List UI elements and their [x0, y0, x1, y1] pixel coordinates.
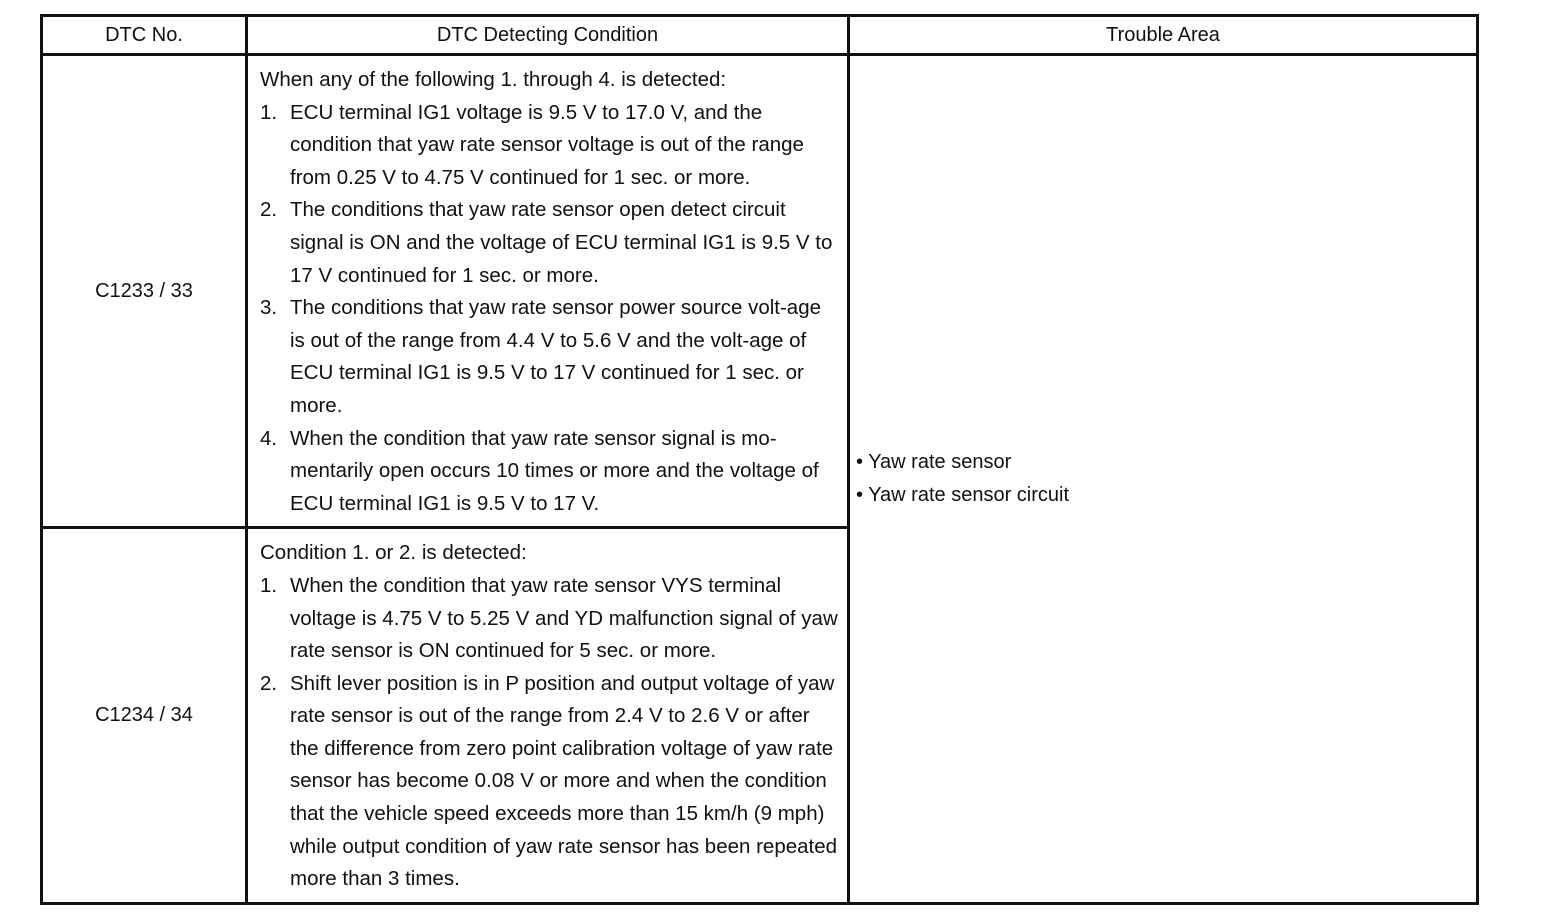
trouble-area-item: • Yaw rate sensor	[856, 450, 1012, 473]
table-row	[42, 55, 1478, 528]
condition-number: 2.	[260, 198, 278, 222]
condition-intro: Condition 1. or 2. is detected:	[260, 541, 527, 565]
condition-text: Shift lever position is in P position and output voltage of yaw rate sensor is out of the range from 2.4 V to 2.6 V or after the difference from zero point calibration voltage of yaw rate sensor has become 0.08 V or more and when the condition that the vehicle speed exceeds more than 15 km/h (9 mph) while output condition of yaw rate sensor has been repeated more than 3 times.	[290, 671, 838, 891]
condition-number: 4.	[260, 426, 278, 450]
condition-item	[260, 668, 839, 896]
condition-text: ECU terminal IG1 voltage is 9.5 V to 17.0 V, and the condition that yaw rate sensor voltage is out of the range from 0.25 V to 4.75 V continued for 1 sec. or more.	[290, 100, 804, 189]
condition-text: When the condition that yaw rate sensor VYS terminal voltage is 4.75 V to 5.25 V and YD malfunction signal of yaw rate sensor is ON continued for 5 sec. or more.	[290, 573, 838, 663]
condition-item	[260, 194, 839, 292]
condition-intro: When any of the following 1. through 4. is detected:	[260, 68, 727, 91]
condition-text: The conditions that yaw rate sensor open detect circuit signal is ON and the voltage of ECU terminal IG1 is 9.5 V to 17 V continued for 1 sec. or more.	[290, 198, 833, 287]
condition-list	[260, 97, 839, 521]
dtc-code: C1233 / 33	[42, 55, 247, 528]
condition-item	[260, 97, 839, 195]
trouble-area-list	[856, 446, 1476, 512]
condition-number: 2.	[260, 671, 278, 695]
trouble-area-item: • Yaw rate sensor circuit	[856, 483, 1070, 506]
condition-list	[260, 570, 839, 896]
detecting-condition-cell	[247, 528, 849, 904]
condition-item	[260, 423, 839, 521]
header-detecting-condition: DTC Detecting Condition	[247, 16, 849, 55]
header-row	[42, 16, 1478, 55]
header-dtc-no: DTC No.	[42, 16, 247, 55]
condition-item	[260, 292, 839, 422]
trouble-area-cell	[849, 55, 1478, 904]
condition-number: 3.	[260, 296, 278, 320]
dtc-code: C1234 / 34	[42, 528, 247, 904]
header-trouble-area: Trouble Area	[849, 16, 1478, 55]
condition-number: 1.	[260, 573, 278, 597]
dtc-table	[40, 14, 1479, 905]
condition-number: 1.	[260, 100, 278, 124]
condition-item	[260, 570, 839, 668]
condition-text: When the condition that yaw rate sensor signal is mo-mentarily open occurs 10 times or more and the voltage of ECU terminal IG1 is 9.5 V to 17 V.	[290, 426, 819, 515]
detecting-condition-cell	[247, 55, 849, 528]
condition-text: The conditions that yaw rate sensor power source volt-age is out of the range from 4.4 V to 5.6 V and the volt-age of ECU terminal IG1 is 9.5 V to 17 V continued for 1 sec. or more.	[290, 296, 821, 417]
